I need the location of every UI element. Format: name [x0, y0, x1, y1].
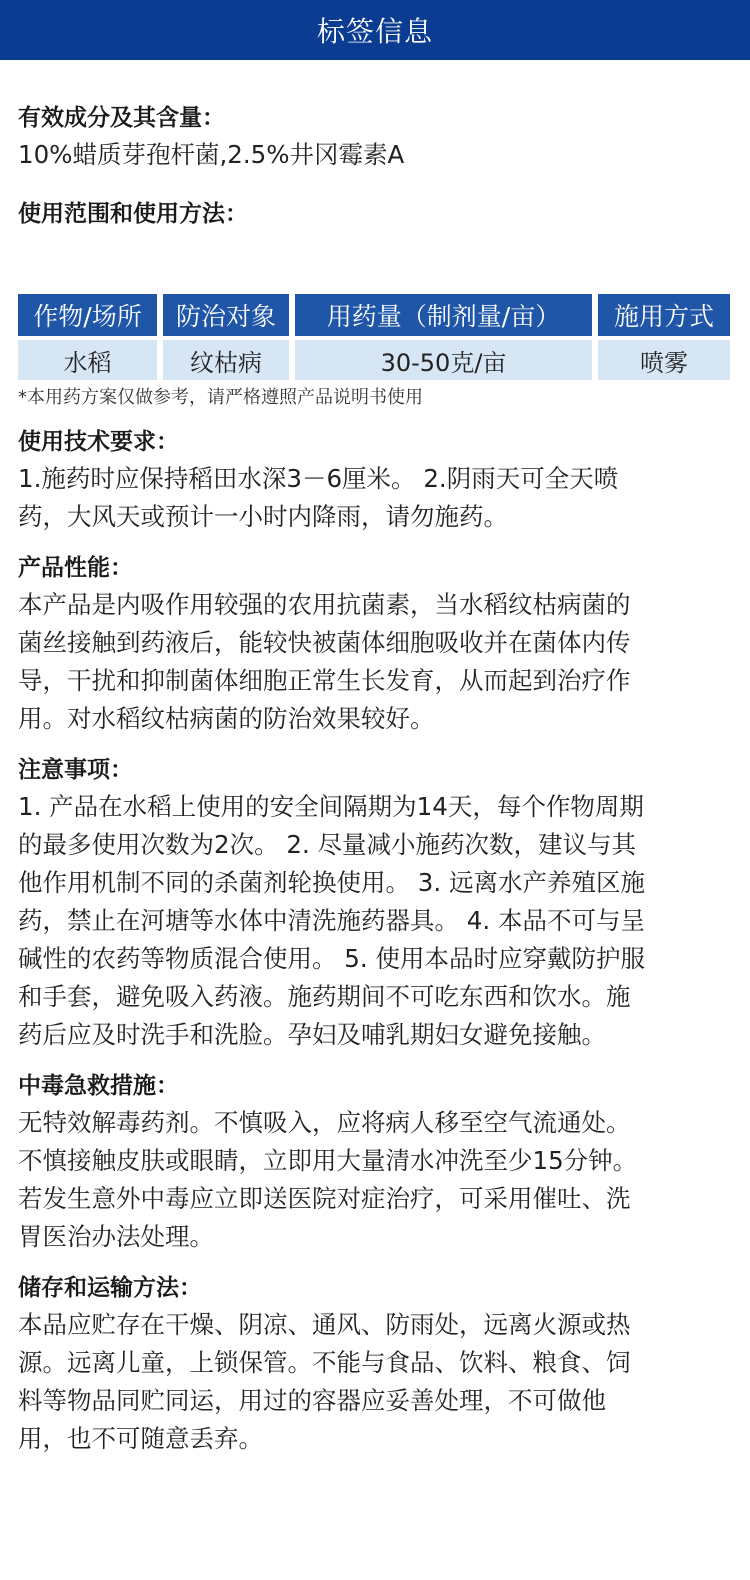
label-content — [0, 60, 750, 1458]
ingredients-text: 10%蜡质芽孢杆菌,2.5%井冈霉素A — [18, 140, 405, 169]
storage-line: 本品应贮存在干燥、阴凉、通风、防雨处，远离火源或热 — [18, 1310, 631, 1339]
caution-line: 药后应及时洗手和洗脸。孕妇及哺乳期妇女避免接触。 — [18, 1020, 606, 1049]
performance-line: 导，干扰和抑制菌体细胞正常生长发育，从而起到治疗作 — [18, 666, 631, 695]
table-cell-target: 纹枯病 — [163, 340, 289, 380]
storage-section — [18, 1270, 732, 1458]
firstaid-section — [18, 1068, 732, 1256]
storage-line: 料等物品同贮同运，用过的容器应妥善处理，不可做他 — [18, 1386, 606, 1415]
page-title: 标签信息 — [316, 15, 433, 48]
firstaid-line: 不慎接触皮肤或眼睛，立即用大量清水冲洗至少15分钟。 — [18, 1146, 638, 1175]
performance-heading: 产品性能： — [18, 555, 133, 581]
performance-section — [18, 550, 732, 738]
firstaid-heading: 中毒急救措施： — [18, 1073, 179, 1099]
ingredients-section — [18, 60, 732, 174]
firstaid-line: 无特效解毒药剂。不慎吸入，应将病人移至空气流通处。 — [18, 1108, 631, 1137]
table-header-target: 防治对象 — [163, 294, 289, 336]
firstaid-line: 若发生意外中毒应立即送医院对症治疗，可采用催吐、洗 — [18, 1184, 631, 1213]
performance-line: 本产品是内吸作用较强的农用抗菌素，当水稻纹枯病菌的 — [18, 590, 631, 619]
dosage-table — [18, 294, 736, 380]
table-cell-method: 喷雾 — [598, 340, 730, 380]
caution-line: 1. 产品在水稻上使用的安全间隔期为14天，每个作物周期 — [18, 792, 644, 821]
caution-section — [18, 752, 732, 1054]
tech-section — [18, 424, 732, 536]
table-header-crop: 作物/场所 — [18, 294, 157, 336]
page-header — [0, 0, 750, 60]
performance-line: 菌丝接触到药液后，能较快被菌体细胞吸收并在菌体内传 — [18, 628, 631, 657]
storage-line: 源。远离儿童，上锁保管。不能与食品、饮料、粮食、饲 — [18, 1348, 631, 1377]
caution-line: 和手套，避免吸入药液。施药期间不可吃东西和饮水。施 — [18, 982, 631, 1011]
table-header-method: 施用方式 — [598, 294, 730, 336]
tech-line: 药，大风天或预计一小时内降雨，请勿施药。 — [18, 502, 508, 531]
ingredients-heading: 有效成分及其含量： — [18, 105, 225, 131]
storage-line: 用，也不可随意丢弃。 — [18, 1424, 263, 1453]
performance-line: 用。对水稻纹枯病菌的防治效果较好。 — [18, 704, 435, 733]
usage-heading: 使用范围和使用方法： — [18, 201, 248, 227]
tech-line: 1.施药时应保持稻田水深3－6厘米。 2.阴雨天可全天喷 — [18, 464, 619, 493]
table-cell-crop: 水稻 — [18, 340, 157, 380]
caution-line: 碱性的农药等物质混合使用。 5. 使用本品时应穿戴防护服 — [18, 944, 645, 973]
table-cell-dosage: 30-50克/亩 — [295, 340, 592, 380]
caution-heading: 注意事项： — [18, 757, 133, 783]
caution-line: 的最多使用次数为2次。 2. 尽量减小施药次数，建议与其 — [18, 830, 637, 859]
tech-heading: 使用技术要求： — [18, 429, 179, 455]
caution-line: 他作用机制不同的杀菌剂轮换使用。 3. 远离水产养殖区施 — [18, 868, 645, 897]
caution-line: 药，禁止在河塘等水体中清洗施药器具。 4. 本品不可与呈 — [18, 906, 645, 935]
table-header-dosage: 用药量（制剂量/亩） — [295, 294, 592, 336]
table-note: *本用药方案仅做参考，请严格遵照产品说明书使用 — [18, 387, 423, 408]
firstaid-line: 胃医治办法处理。 — [18, 1222, 214, 1251]
storage-heading: 储存和运输方法： — [18, 1275, 202, 1301]
